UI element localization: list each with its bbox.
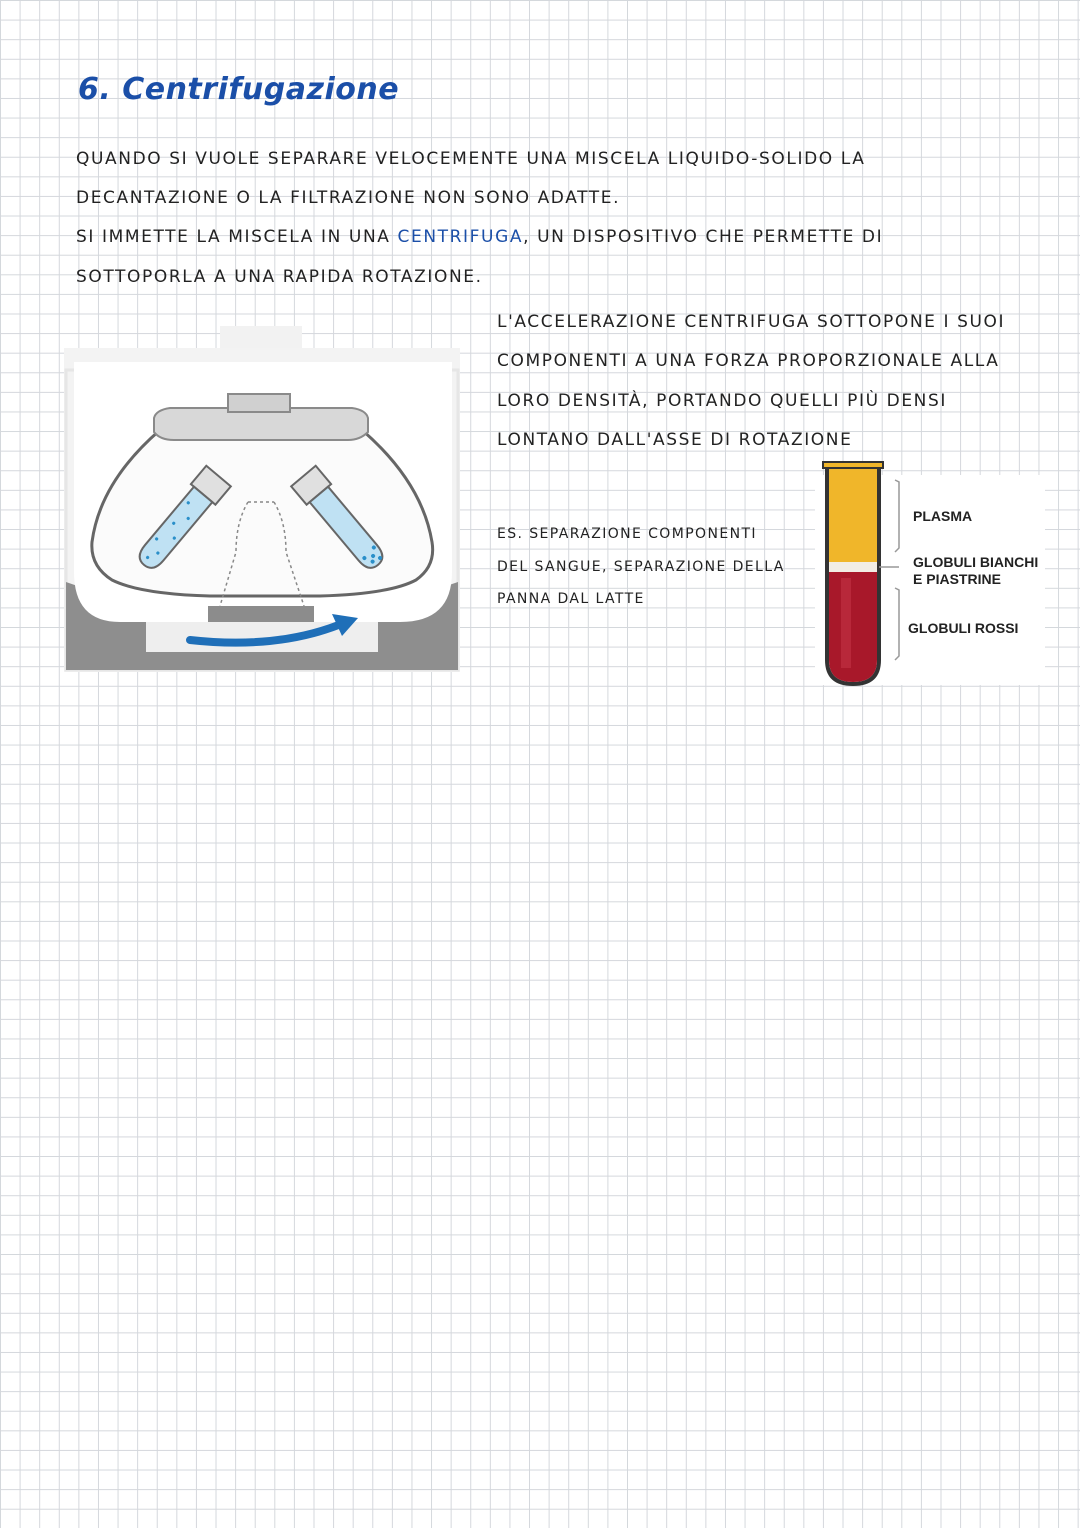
intro-paragraph bbox=[76, 140, 976, 297]
intro-line-3-start: SI IMMETTE LA MISCELA IN UNA bbox=[76, 227, 398, 248]
page-title: 6. Centrifugazione bbox=[78, 72, 400, 107]
explanation-paragraph bbox=[497, 303, 1057, 461]
examples-paragraph bbox=[497, 518, 807, 616]
examples-line-3: PANNA DAL LATTE bbox=[497, 591, 645, 607]
explanation-line-3: LORO DENSITÀ, PORTANDO QUELLI PIÙ DENSI bbox=[497, 390, 947, 411]
explanation-line-4: LONTANO DALL'ASSE DI ROTAZIONE bbox=[497, 430, 853, 451]
red-cells-label: GLOBULI ROSSI bbox=[908, 620, 1019, 636]
examples-line-2: DEL SANGUE, SEPARAZIONE DELLA bbox=[497, 558, 785, 575]
buffy-coat-label-line-2: E PIASTRINE bbox=[913, 571, 1001, 587]
buffy-coat-label bbox=[913, 554, 1038, 588]
intro-line-1: QUANDO SI VUOLE SEPARARE VELOCEMENTE UNA MISCELA LIQUIDO-SOLIDO LA bbox=[76, 149, 866, 169]
plasma-label: PLASMA bbox=[913, 508, 973, 524]
examples-line-1: ES. SEPARAZIONE COMPONENTI bbox=[497, 526, 757, 542]
centrifuga-highlight: CENTRIFUGA bbox=[397, 227, 524, 248]
buffy-coat-label-line-1: GLOBULI BIANCHI bbox=[913, 554, 1039, 570]
intro-line-3 bbox=[76, 218, 976, 257]
centrifuge-illustration bbox=[60, 322, 462, 678]
intro-line-3-end: , UN DISPOSITIVO CHE PERMETTE DI bbox=[523, 227, 884, 248]
intro-line-2: DECANTAZIONE O LA FILTRAZIONE NON SONO ADATTE. bbox=[76, 188, 621, 209]
explanation-line-2: COMPONENTI A UNA FORZA PROPORZIONALE ALLA bbox=[497, 351, 1000, 372]
blood-tube-illustration bbox=[815, 460, 905, 692]
intro-line-4: SOTTOPORLA A UNA RAPIDA ROTAZIONE. bbox=[76, 266, 483, 287]
explanation-line-1: L'ACCELERAZIONE CENTRIFUGA SOTTOPONE I SUOI bbox=[497, 312, 1006, 332]
